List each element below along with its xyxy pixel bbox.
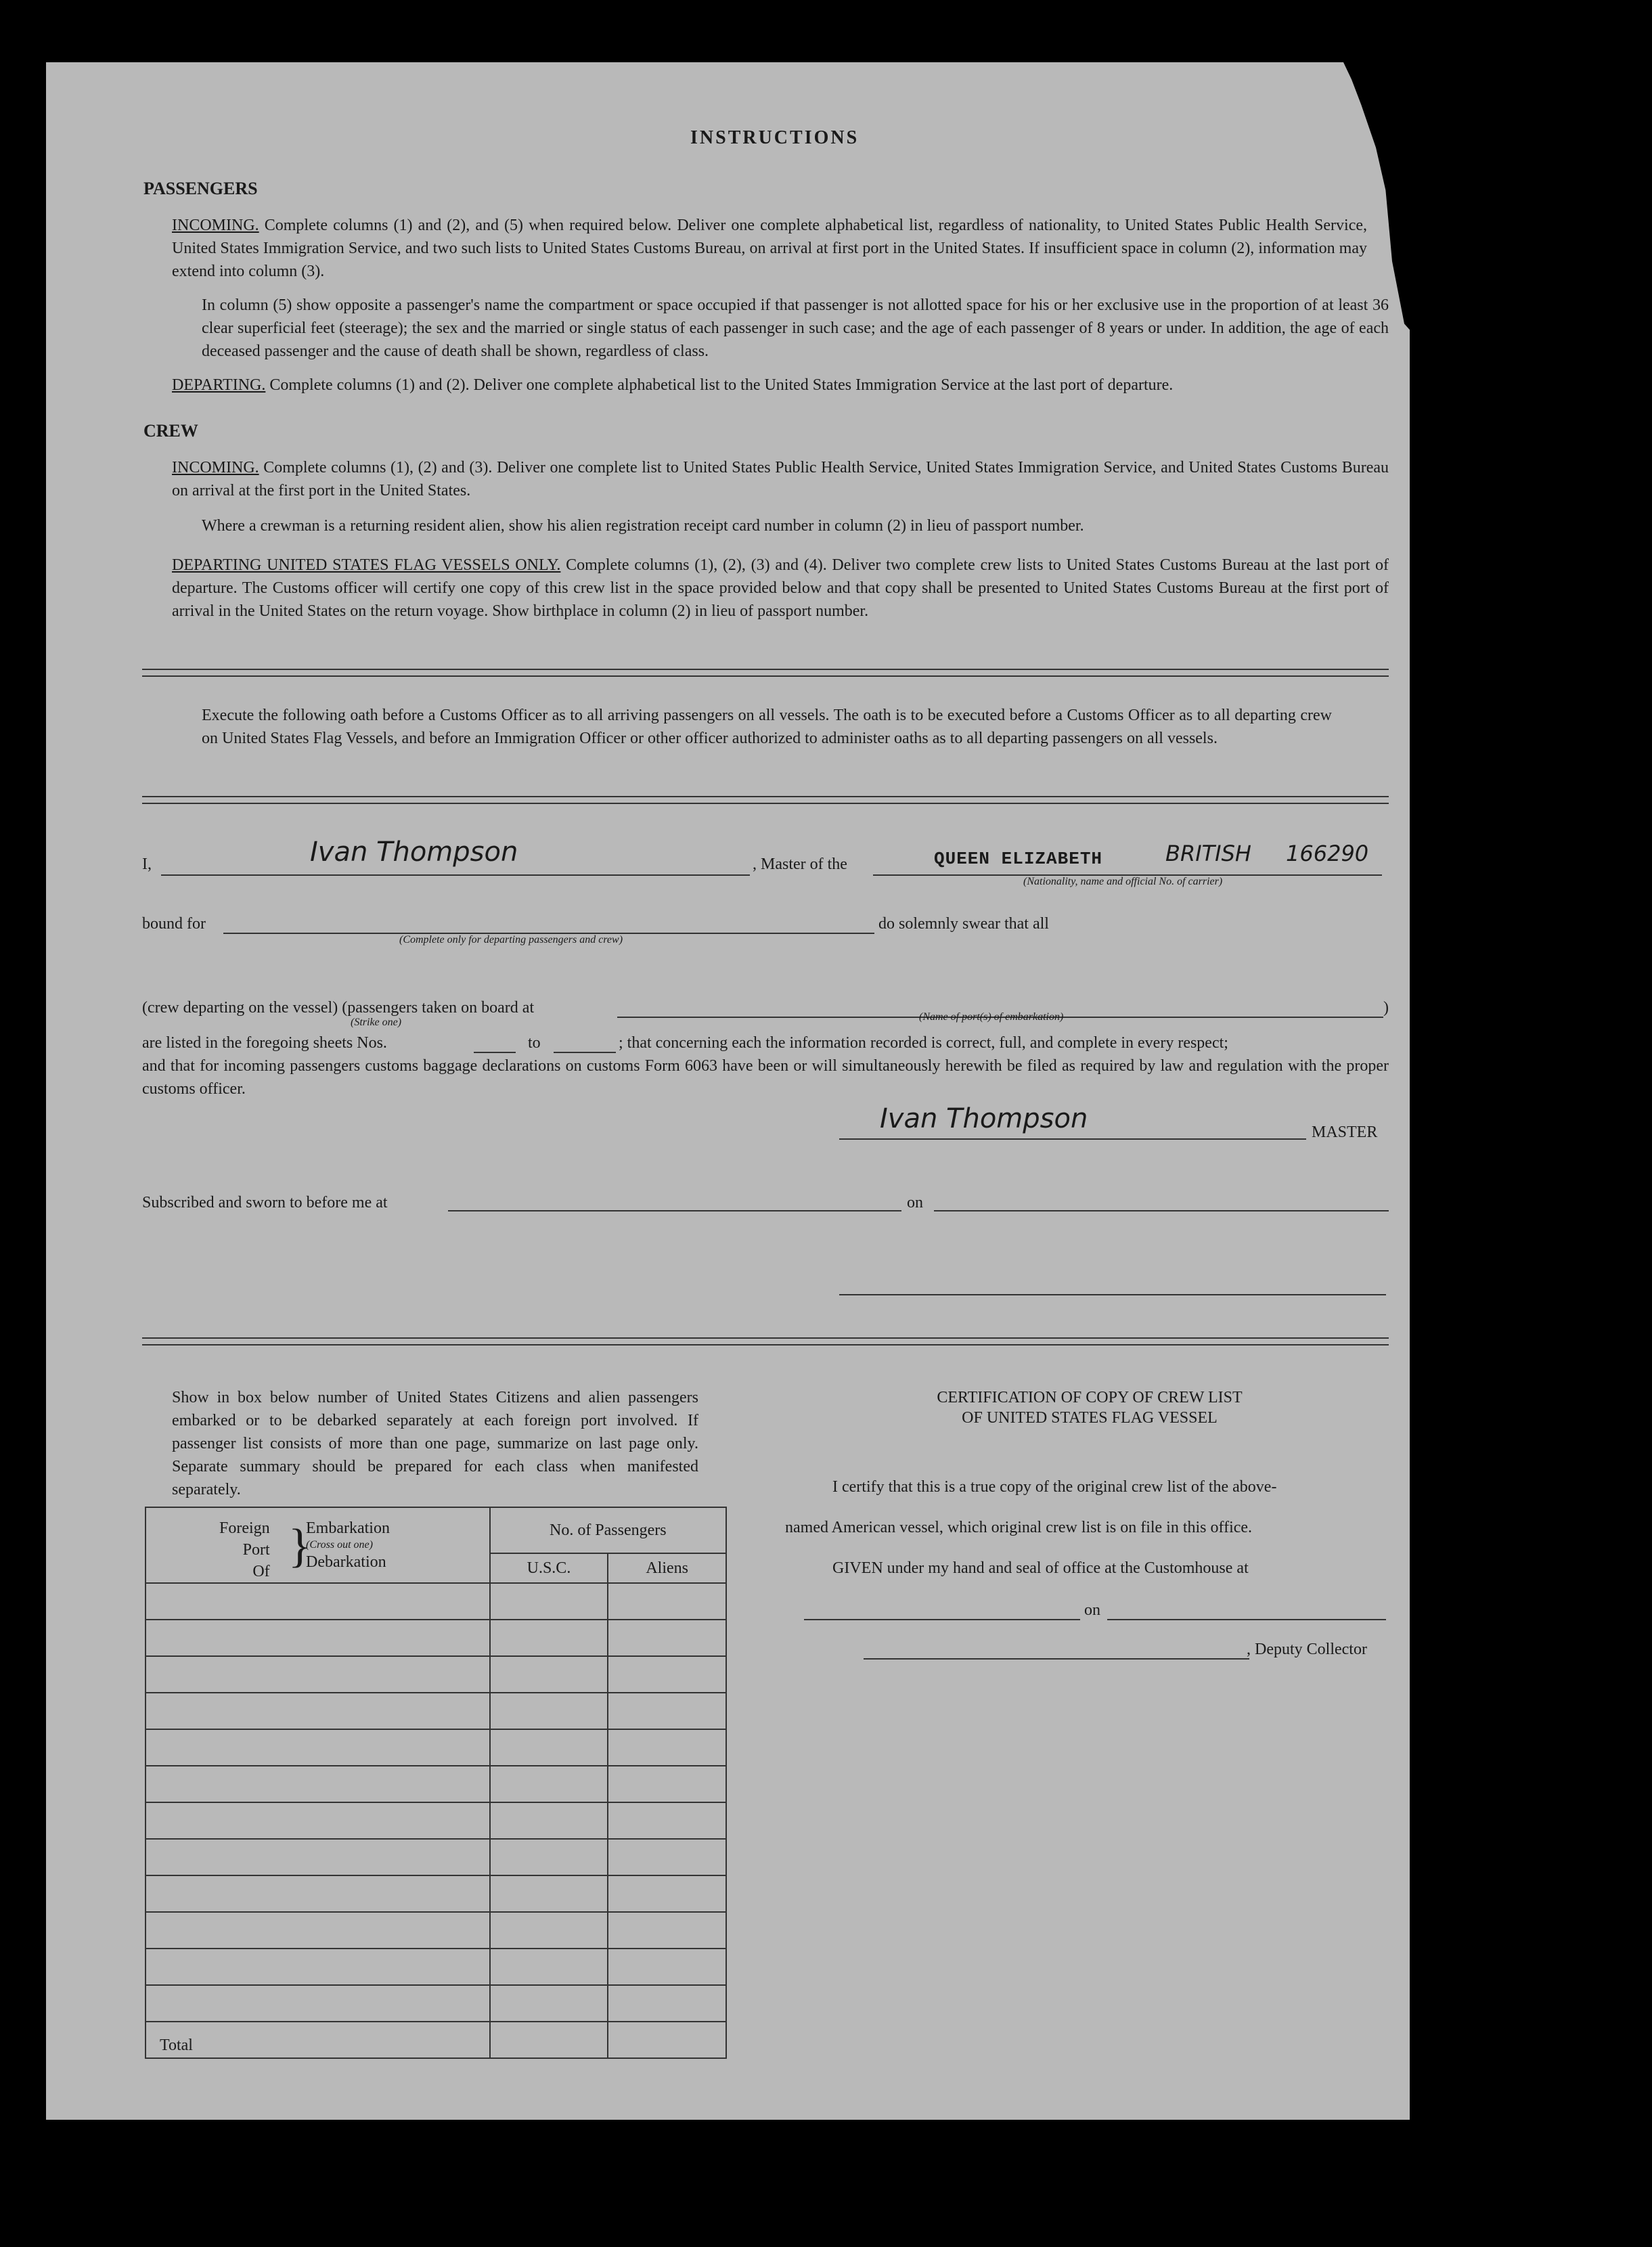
certification-text-b: named American vessel, which original crew list is on file in this office. [785, 1519, 1253, 1536]
port-header-left [219, 1517, 270, 1582]
col-cross: (Cross out one) [306, 1539, 373, 1551]
port-header-right [306, 1517, 390, 1573]
subscribed-label: Subscribed and sworn to before me at [142, 1194, 388, 1211]
crew-departing-label: DEPARTING UNITED STATES FLAG VESSELS ONLY. [172, 556, 561, 574]
port-cell[interactable] [146, 1912, 490, 1949]
subscribed-on-label: on [907, 1194, 923, 1211]
port-cell[interactable] [146, 1693, 490, 1729]
port-cell[interactable] [146, 1766, 490, 1802]
port-caption: (Name of port(s) of embarkation) [919, 1011, 1064, 1023]
usc-cell[interactable] [490, 1620, 608, 1656]
vessel-nationality: BRITISH [1165, 841, 1251, 866]
total-usc-cell[interactable] [490, 2022, 608, 2058]
certification-title-line1: CERTIFICATION OF COPY OF CREW LIST [937, 1389, 1243, 1406]
col-passengers: No. of Passengers [490, 1507, 726, 1553]
col-port: Port [242, 1541, 270, 1559]
col-foreign: Foreign [219, 1519, 270, 1537]
usc-cell[interactable] [490, 1656, 608, 1693]
aliens-cell[interactable] [608, 1839, 726, 1875]
port-cell[interactable] [146, 1656, 490, 1693]
aliens-cell[interactable] [608, 1912, 726, 1949]
total-label: Total [146, 2022, 490, 2058]
usc-cell[interactable] [490, 1985, 608, 2022]
col-embarkation: Embarkation [306, 1519, 390, 1537]
port-cell[interactable] [146, 1949, 490, 1985]
brace: } [288, 1520, 311, 1572]
summary-table [145, 1507, 727, 2059]
crew-incoming-text: Complete columns (1), (2) and (3). Deliver one complete list to United States Public Health Service, United States Immigration Service, and United States Customs Bureau on arrival at the first port in the United States. [172, 459, 1389, 499]
passengers-departing-label: DEPARTING. [172, 376, 266, 394]
subscribed-date-line [934, 1210, 1389, 1211]
aliens-cell[interactable] [608, 1985, 726, 2022]
usc-cell[interactable] [490, 1912, 608, 1949]
passengers-departing [172, 374, 1390, 397]
passengers-incoming-text: Complete columns (1) and (2), and (5) when required below. Deliver one complete alphabetical list, regardless of nationality, to United States Public Health Service, United States Immigration Service, and two such lists to United States Customs Bureau, on arrival at first port in the United States. If insufficient space in column (2), information may extend into column (3). [172, 217, 1368, 280]
listed-text-c: and that for incoming passengers customs baggage declarations on customs Form 6063 have been or will simultaneously herewith be filed as required by law and regulation with the proper customs officer. [142, 1057, 1389, 1098]
certification-title-line2: OF UNITED STATES FLAG VESSEL [962, 1409, 1218, 1427]
usc-cell[interactable] [490, 1875, 608, 1912]
col-usc: U.S.C. [490, 1553, 608, 1583]
passengers-departing-text: Complete columns (1) and (2). Deliver one complete alphabetical list to the United States Immigration Service at the last port of departure. [269, 376, 1174, 394]
port-cell[interactable] [146, 1839, 490, 1875]
subscribed-place-line [448, 1210, 901, 1211]
aliens-cell[interactable] [608, 1583, 726, 1620]
port-cell[interactable] [146, 1583, 490, 1620]
summary-instruction: Show in box below number of United States Citizens and alien passengers embarked or to be debarked separately at each foreign port involved. If passenger list consists of more than one page, summarize on last page only. Separate summary should be prepared for each class when manifested separately. [172, 1389, 698, 1498]
master-label: MASTER [1312, 1124, 1378, 1141]
certification-title [785, 1387, 1394, 1428]
deputy-label: , Deputy Collector [1247, 1641, 1367, 1658]
divider [142, 796, 1389, 804]
port-cell[interactable] [146, 1985, 490, 2022]
aliens-cell[interactable] [608, 1656, 726, 1693]
listed-text-a: are listed in the foregoing sheets Nos. [142, 1034, 387, 1052]
carrier-caption: (Nationality, name and official No. of carrier) [1023, 876, 1223, 887]
page-title: INSTRUCTIONS [690, 127, 860, 148]
usc-cell[interactable] [490, 1766, 608, 1802]
master-name-line [161, 874, 750, 876]
listed-to: to [528, 1034, 541, 1052]
aliens-cell[interactable] [608, 1949, 726, 1985]
oath-i-label: I, [142, 855, 152, 873]
master-signature-line [839, 1138, 1306, 1140]
master-signature-2: Ivan Thompson [880, 1103, 1088, 1134]
col-of: Of [252, 1563, 270, 1580]
port-cell[interactable] [146, 1802, 490, 1839]
passengers-column5: In column (5) show opposite a passenger's name the compartment or space occupied if that passenger is not allotted space for his or her exclusive use in the proportion of at least 36 clear superficial feet (steerage); the sex and the married or single status of each passenger in such case; and the age of each passenger of 8 years or under. In addition, the age of each deceased passenger and the cause of death shall be shown, regardless of class. [202, 296, 1389, 360]
port-header-cell [146, 1507, 490, 1583]
aliens-cell[interactable] [608, 1620, 726, 1656]
crew-departing [172, 554, 1389, 623]
listed-text-b: ; that concerning each the information recorded is correct, full, and complete in every respect; [619, 1034, 1228, 1052]
aliens-cell[interactable] [608, 1693, 726, 1729]
aliens-cell[interactable] [608, 1802, 726, 1839]
passengers-incoming-label: INCOMING. [172, 217, 259, 234]
customhouse-line [804, 1619, 1080, 1620]
strike-caption: (Strike one) [351, 1017, 402, 1028]
crew-incoming-label: INCOMING. [172, 459, 259, 476]
usc-cell[interactable] [490, 1583, 608, 1620]
total-aliens-cell[interactable] [608, 2022, 726, 2058]
vessel-name: QUEEN ELIZABETH [934, 849, 1103, 869]
passengers-heading: PASSENGERS [143, 179, 258, 198]
aliens-cell[interactable] [608, 1875, 726, 1912]
crew-heading: CREW [143, 421, 198, 441]
officer-signature-line [839, 1294, 1386, 1295]
port-cell[interactable] [146, 1620, 490, 1656]
vessel-official-no: 166290 [1286, 841, 1369, 866]
crew-returning: Where a crewman is a returning resident alien, show his alien registration receipt card number in column (2) in lieu of passport number. [202, 517, 1084, 535]
divider [142, 1337, 1389, 1345]
bound-caption: (Complete only for departing passengers and crew) [399, 934, 623, 945]
usc-cell[interactable] [490, 1802, 608, 1839]
close-paren: ) [1383, 999, 1389, 1017]
col-debarkation: Debarkation [306, 1553, 386, 1571]
usc-cell[interactable] [490, 1839, 608, 1875]
certification-given: GIVEN under my hand and seal of office at the Customhouse at [832, 1559, 1249, 1577]
swear-label: do solemnly swear that all [878, 915, 1049, 933]
certification-text-a: I certify that this is a true copy of the original crew list of the above- [832, 1478, 1277, 1496]
crew-departing-phrase: (crew departing on the vessel) (passengers taken on board at [142, 999, 535, 1017]
usc-cell[interactable] [490, 1693, 608, 1729]
usc-cell[interactable] [490, 1949, 608, 1985]
master-signature: Ivan Thompson [310, 837, 518, 868]
crew-incoming [172, 456, 1389, 502]
certification-on-label: on [1084, 1601, 1100, 1619]
crew-departing-text: Complete columns (1), (2), (3) and (4). Deliver two complete crew lists to United States Customs Bureau at the last port of departure. The Customs officer will certify one copy of this crew list in the space provided below and that copy shall be presented to United States Customs Bureau at the first port of arrival in the United States on the return voyage. Show birthplace in column (2) in lieu of passport number. [172, 556, 1389, 620]
oath-master-of-label: , Master of the [753, 855, 847, 873]
bound-for-label: bound for [142, 915, 206, 933]
sheet-to-line [554, 1052, 616, 1053]
aliens-cell[interactable] [608, 1729, 726, 1766]
oath-instruction: Execute the following oath before a Customs Officer as to all arriving passengers on all vessels. The oath is to be executed before a Customs Officer as to all departing crew on United States Flag Vessels, and before an Immigration Officer or other officer authorized to administer oaths as to all departing passengers on all vessels. [202, 707, 1332, 747]
port-cell[interactable] [146, 1729, 490, 1766]
col-aliens: Aliens [608, 1553, 726, 1583]
usc-cell[interactable] [490, 1729, 608, 1766]
port-cell[interactable] [146, 1875, 490, 1912]
passengers-incoming [172, 214, 1367, 283]
aliens-cell[interactable] [608, 1766, 726, 1802]
deputy-signature-line [864, 1658, 1249, 1660]
sheet-from-line [474, 1052, 516, 1053]
certification-date-line [1107, 1619, 1386, 1620]
divider [142, 669, 1389, 677]
